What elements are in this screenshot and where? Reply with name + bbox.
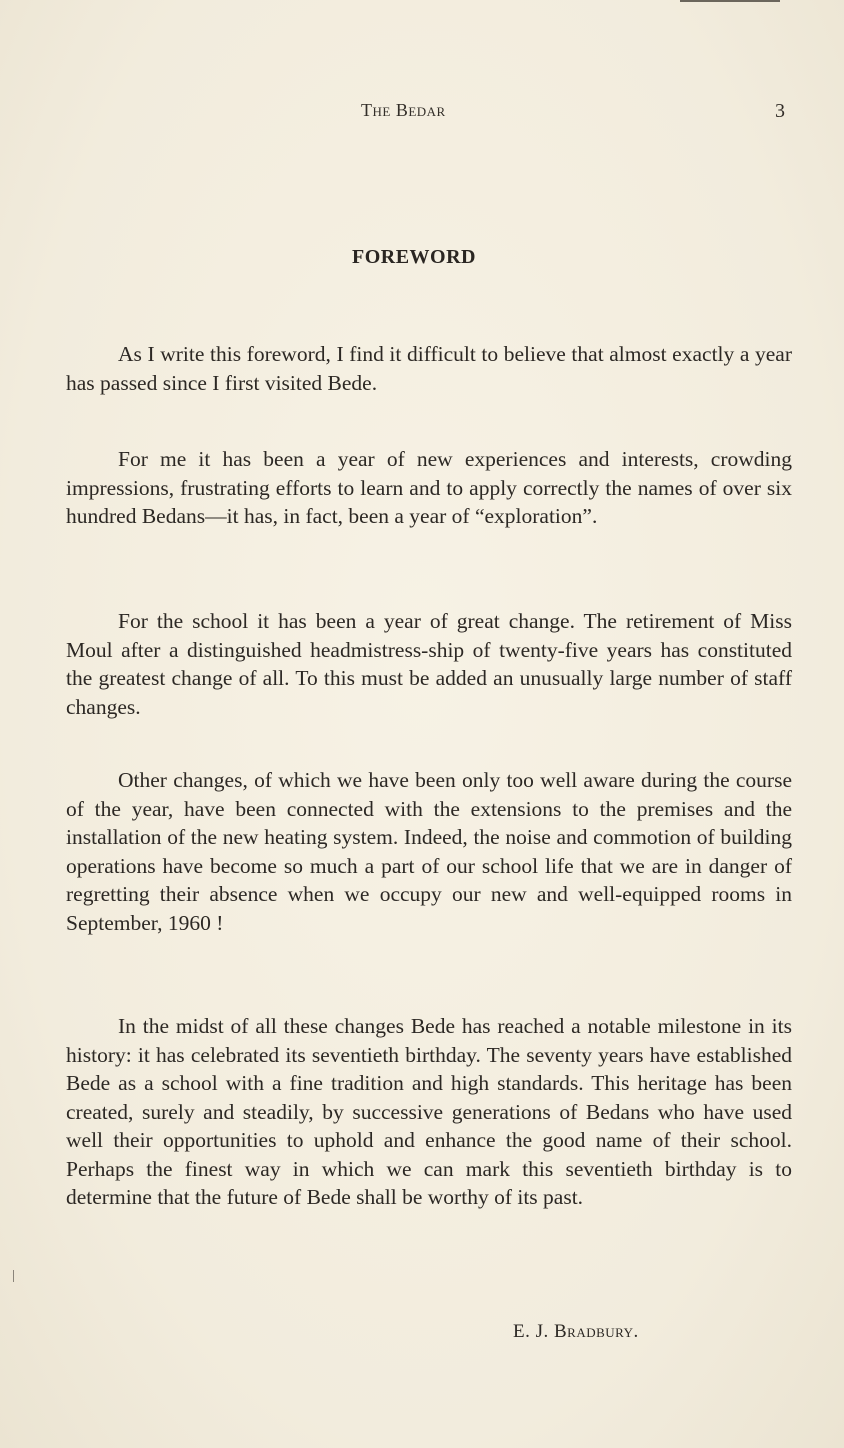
paragraph-2 — [66, 445, 792, 531]
paragraph-text: Other changes, of which we have been only too well aware during the course of the year, have been connected with the extensions to the premises and the installation of the new heating system. Indeed, the noise and commotion of building operations have become so much a part of our school life that we are in danger of regretting their absence when we occupy our new and well-equipped rooms in September, 1960 ! — [66, 768, 792, 935]
paragraph-text: As I write this foreword, I find it difficult to believe that almost exactly a year has passed since I first visited Bede. — [66, 342, 792, 395]
paragraph-1 — [66, 340, 792, 397]
heading-text: FOREWORD — [352, 246, 476, 268]
paragraph-3 — [66, 607, 792, 721]
signature: E. J. Bradbury. — [513, 1321, 639, 1342]
paragraph-text: In the midst of all these changes Bede has reached a notable milestone in its history: it has celebrated its seventieth birthday. The seventy years have established Bede as a school with a fine tradition and high standards. This heritage has been created, surely and steadily, by successive generations of Bedans who have used well their opportunities to uphold and enhance the good name of their school. Perhaps the finest way in which we can mark this seventieth birthday is to determine that the future of Bede shall be worthy of its past. — [66, 1014, 792, 1209]
page-edge-mark — [680, 0, 780, 2]
section-heading — [0, 246, 844, 269]
paragraph-text: For me it has been a year of new experiences and interests, crowding impressions, frustrating efforts to learn and to apply correctly the names of over six hundred Bedans—it has, in fact, been a year of “exploration”. — [66, 447, 792, 528]
paragraph-5 — [66, 1012, 792, 1212]
paragraph-text: For the school it has been a year of great change. The retirement of Miss Moul after a distinguished headmistress-ship of twenty-five years has constituted the greatest change of all. To this must be added an unusually large number of staff changes. — [66, 609, 792, 719]
paragraph-4 — [66, 766, 792, 937]
margin-mark — [13, 1270, 14, 1282]
running-title: The Bedar — [361, 100, 446, 120]
running-head — [0, 100, 844, 124]
page-number: 3 — [775, 100, 785, 122]
